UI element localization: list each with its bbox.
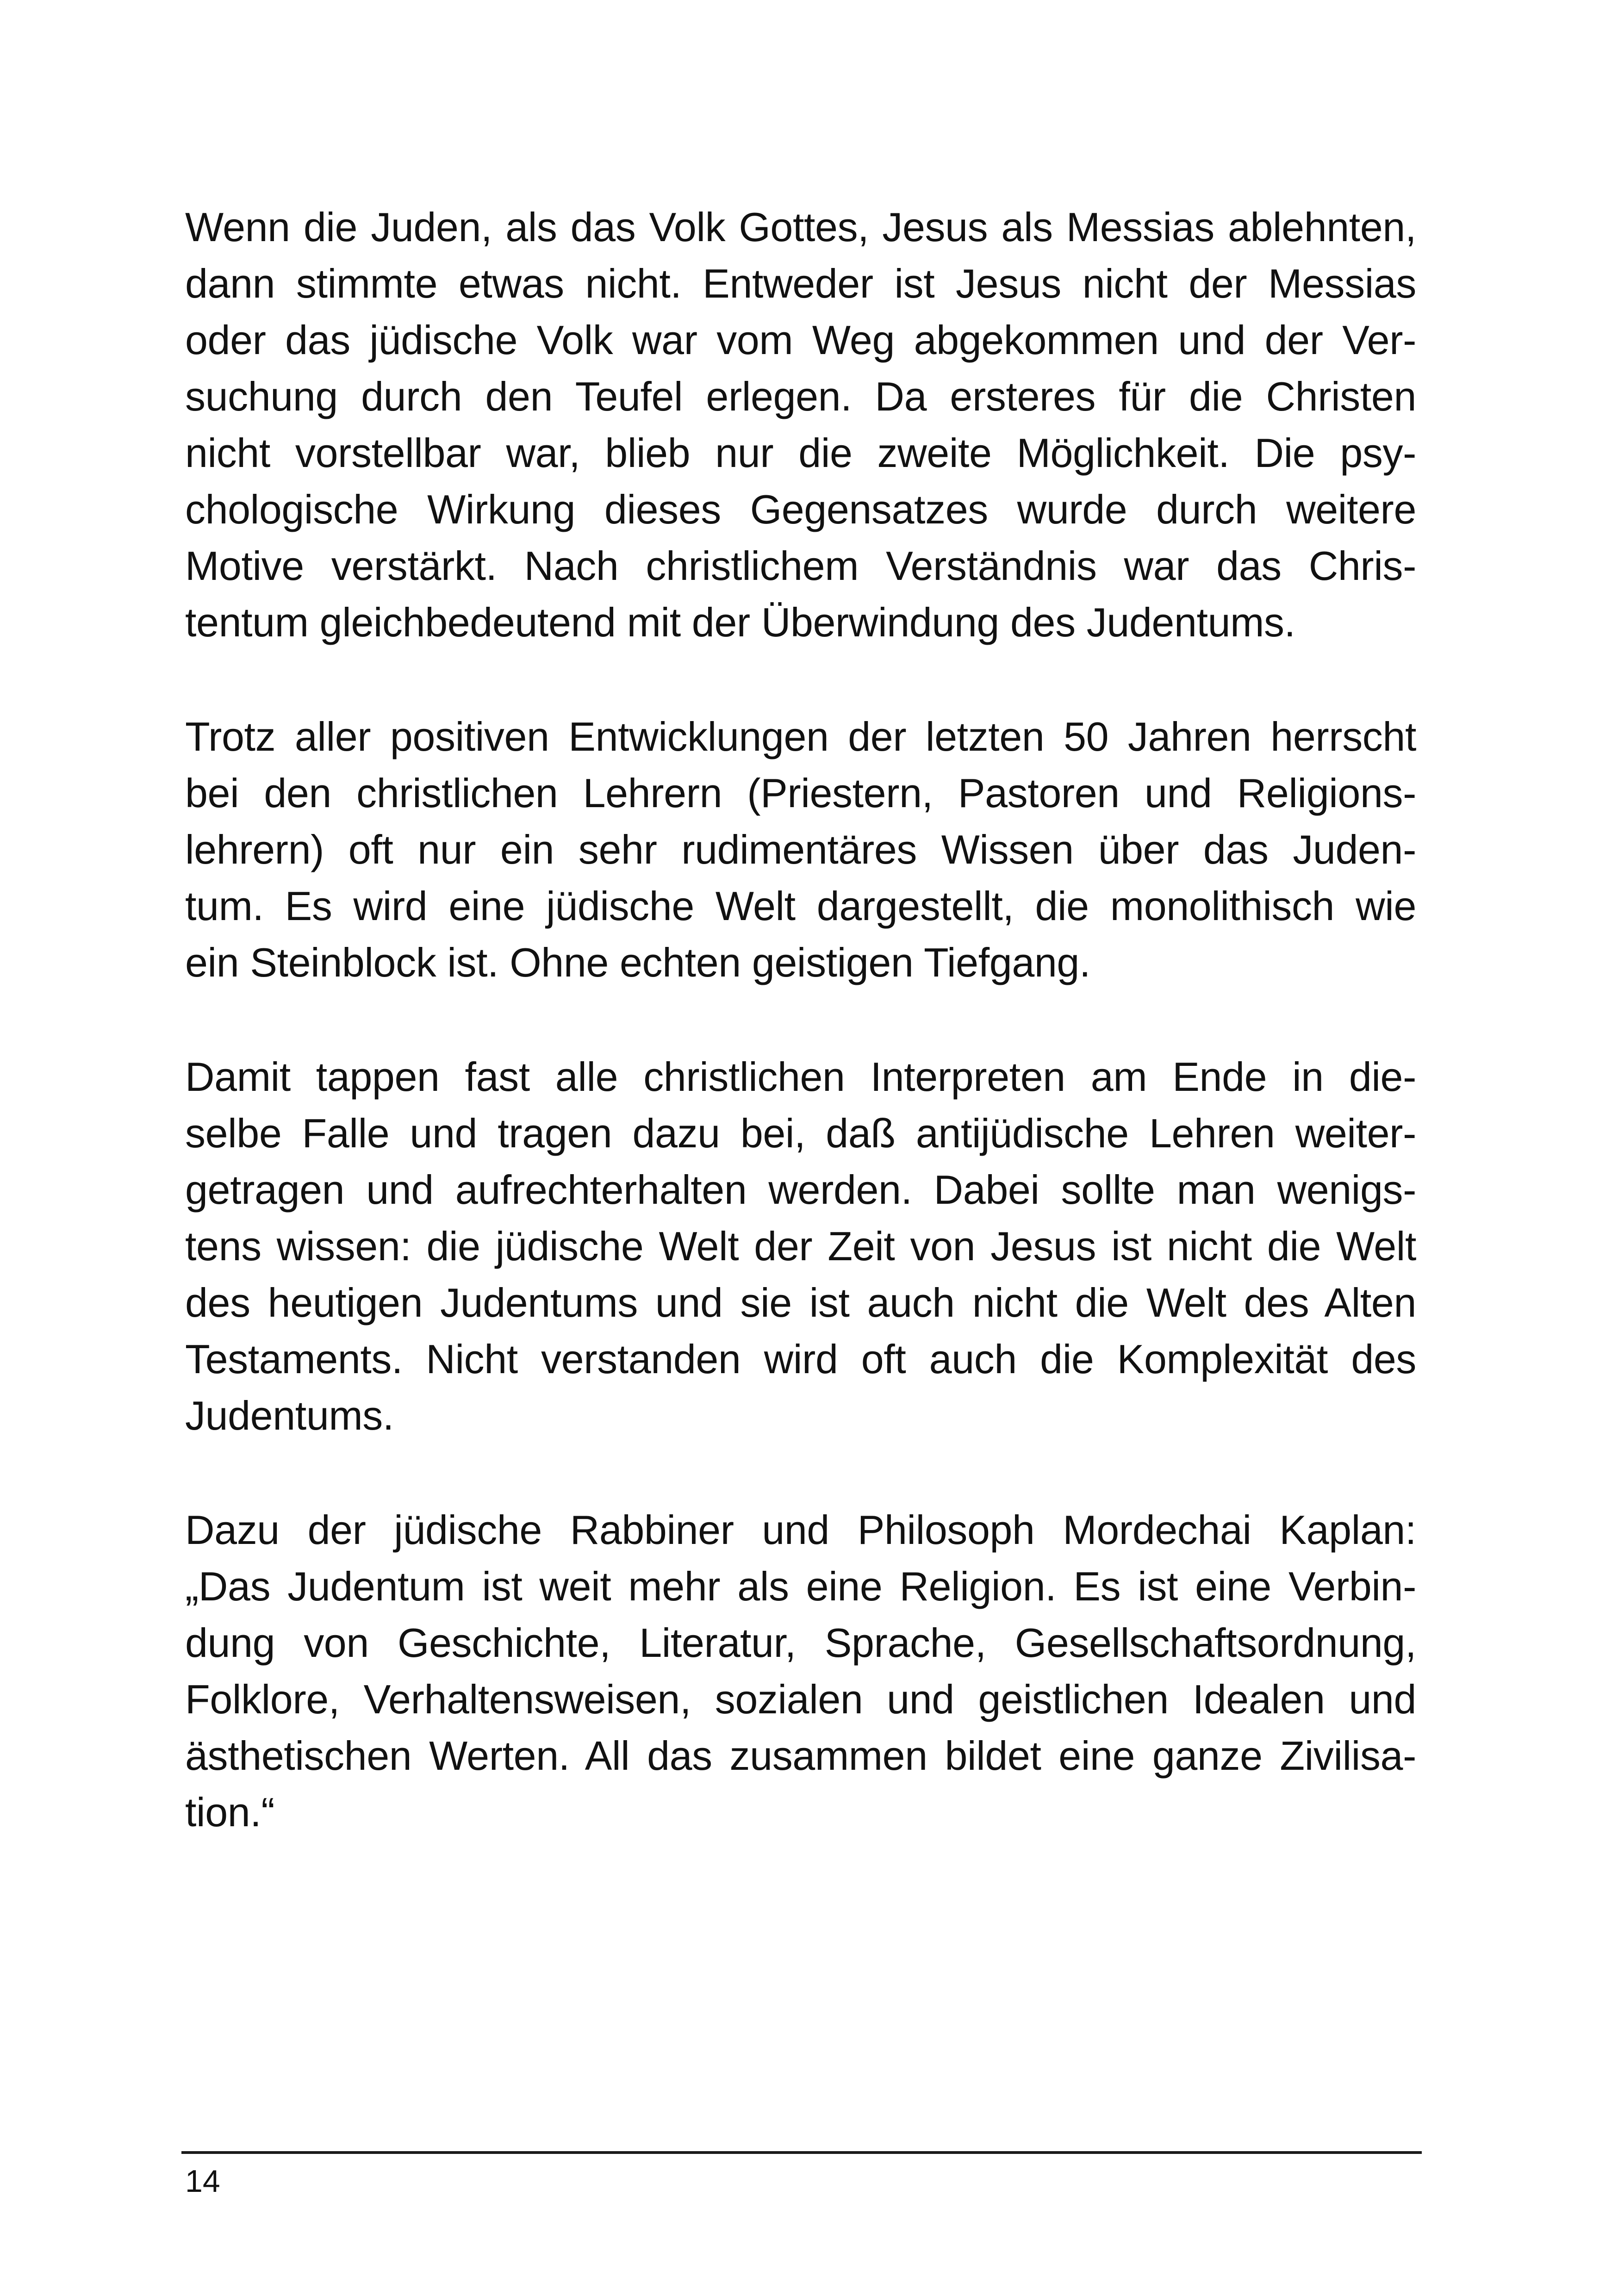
text-line: des heutigen Judentums und sie ist auch nicht die Welt des Alten <box>185 1280 1416 1325</box>
text-line: getragen und aufrechterhalten werden. Dabei sollte man wenigs- <box>185 1167 1416 1213</box>
text-line: tentum gleichbedeutend mit der Überwindung des Judentums. <box>185 599 1295 645</box>
text-line: bei den christlichen Lehrern (Priestern, Pastoren und Religions- <box>185 770 1416 816</box>
text-line: dung von Geschichte, Literatur, Sprache, Gesellschaftsordnung, <box>185 1620 1416 1666</box>
text-line: Trotz aller positiven Entwicklungen der letzten 50 Jahren herrscht <box>185 714 1416 759</box>
text-line: Judentums. <box>185 1393 394 1438</box>
text-line: Motive verstärkt. Nach christlichem Verständnis war das Chris- <box>185 543 1416 589</box>
footer-rule <box>181 2151 1422 2154</box>
text-line: selbe Falle und tragen dazu bei, daß antijüdische Lehren weiter- <box>185 1110 1416 1156</box>
paragraph <box>185 1049 1416 1444</box>
body-text <box>185 199 1416 1898</box>
text-line: ästhetischen Werten. All das zusammen bildet eine ganze Zivilisa- <box>185 1733 1416 1779</box>
text-line: oder das jüdische Volk war vom Weg abgekommen und der Ver- <box>185 317 1416 363</box>
text-line: tion.“ <box>185 1789 275 1835</box>
text-line: ein Steinblock ist. Ohne echten geistigen Tiefgang. <box>185 940 1090 985</box>
text-line: suchung durch den Teufel erlegen. Da ersteres für die Christen <box>185 373 1416 419</box>
text-line: tum. Es wird eine jüdische Welt dargestellt, die monolithisch wie <box>185 883 1416 929</box>
text-line: Wenn die Juden, als das Volk Gottes, Jesus als Messias ablehnten, <box>185 204 1416 250</box>
text-line: „Das Judentum ist weit mehr als eine Religion. Es ist eine Verbin- <box>185 1563 1416 1609</box>
text-line: Testaments. Nicht verstanden wird oft auch die Komplexität des <box>185 1336 1416 1382</box>
text-line: Folklore, Verhaltensweisen, sozialen und geistlichen Idealen und <box>185 1676 1416 1722</box>
page-number: 14 <box>185 2164 220 2199</box>
text-line: Damit tappen fast alle christlichen Interpreten am Ende in die- <box>185 1054 1416 1100</box>
paragraph <box>185 1502 1416 1841</box>
text-line: lehrern) oft nur ein sehr rudimentäres Wissen über das Juden- <box>185 827 1416 872</box>
text-line: Dazu der jüdische Rabbiner und Philosoph Mordechai Kaplan: <box>185 1507 1416 1553</box>
text-line: chologische Wirkung dieses Gegensatzes wurde durch weitere <box>185 486 1416 532</box>
text-line: dann stimmte etwas nicht. Entweder ist Jesus nicht der Messias <box>185 261 1416 306</box>
text-line: tens wissen: die jüdische Welt der Zeit von Jesus ist nicht die Welt <box>185 1223 1416 1269</box>
paragraph <box>185 199 1416 651</box>
text-line: nicht vorstellbar war, blieb nur die zweite Möglichkeit. Die psy- <box>185 430 1416 476</box>
paragraph <box>185 709 1416 991</box>
